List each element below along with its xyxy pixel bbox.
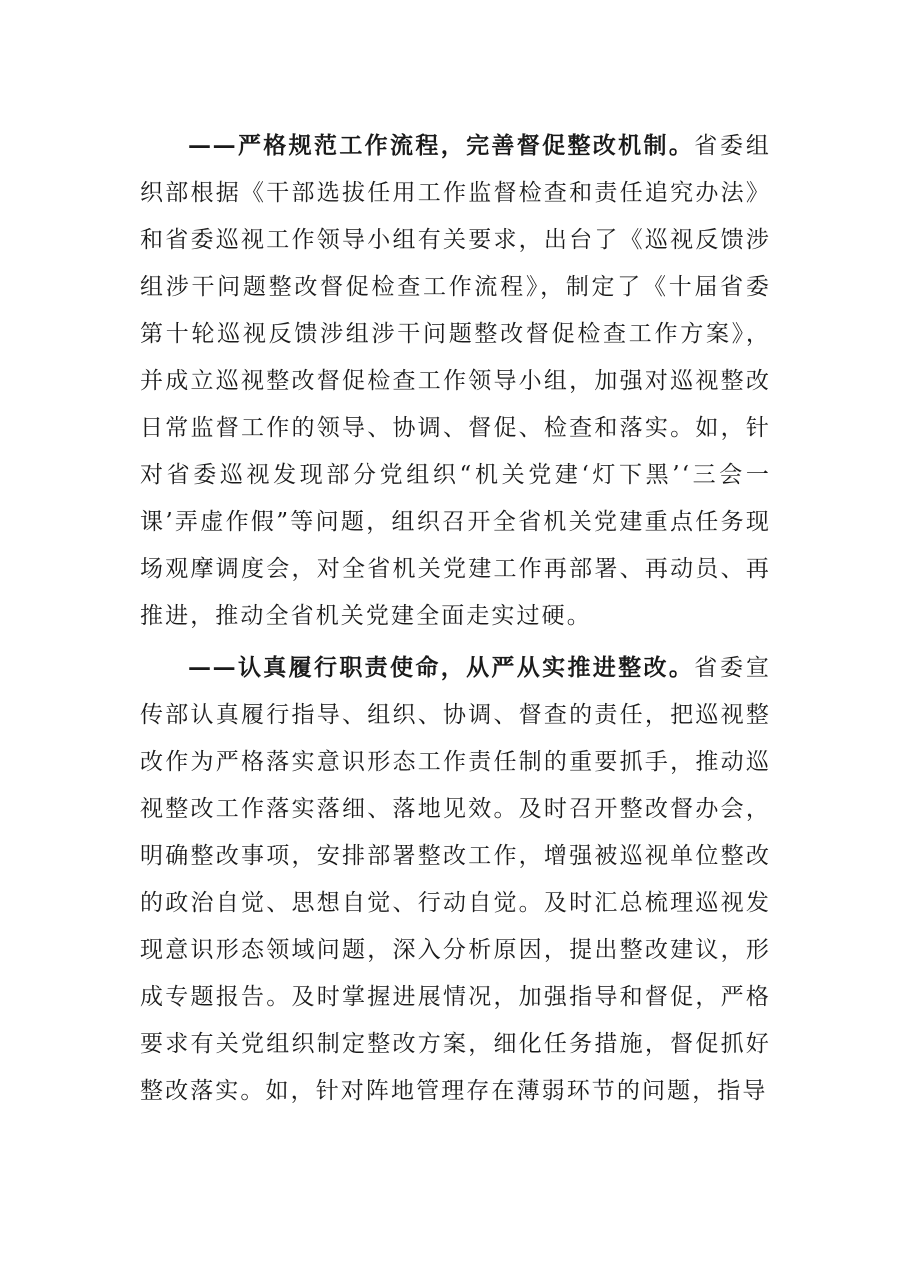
paragraph-2 bbox=[140, 644, 771, 1115]
document-page bbox=[140, 122, 771, 1115]
paragraph-2-body: 省委宣传部认真履行指导、组织、协调、督查的责任，把巡视整改作为严格落实意识形态工作责任制的重要抓手，推动巡视整改工作落实落细、落地见效。及时召开整改督办会，明确整改事项，安排部署整改工作，增强被巡视单位整改的政治自觉、思想自觉、行动自觉。及时汇总梳理巡视发现意识形态领域问题，深入分析原因，提出整改建议，形成专题报告。及时掌握进展情况，加强指导和督促，严格要求有关党组织制定整改方案，细化任务措施，督促抓好整改落实。如，针对阵地管理存在薄弱环节的问题，指导 bbox=[140, 655, 771, 1104]
paragraph-1-body: 省委组织部根据《干部选拔任用工作监督检查和责任追究办法》和省委巡视工作领导小组有关要求，出台了《巡视反馈涉组涉干问题整改督促检查工作流程》，制定了《十届省委第十轮巡视反馈涉组涉干问题整改督促检查工作方案》，并成立巡视整改督促检查工作领导小组，加强对巡视整改日常监督工作的领导、协调、督促、检查和落实。如，针对省委巡视发现部分党组织“机关党建‘灯下黑’‘三会一课’弄虚作假”等问题，组织召开全省机关党建重点任务现场观摩调度会，对全省机关党建工作再部署、再动员、再推进，推动全省机关党建全面走实过硬。 bbox=[140, 133, 771, 629]
paragraph-2-heading: ——认真履行职责使命，从严从实推进整改。 bbox=[188, 654, 695, 681]
paragraph-1-heading: ——严格规范工作流程，完善督促整改机制。 bbox=[188, 132, 695, 159]
paragraph-1 bbox=[140, 122, 771, 640]
